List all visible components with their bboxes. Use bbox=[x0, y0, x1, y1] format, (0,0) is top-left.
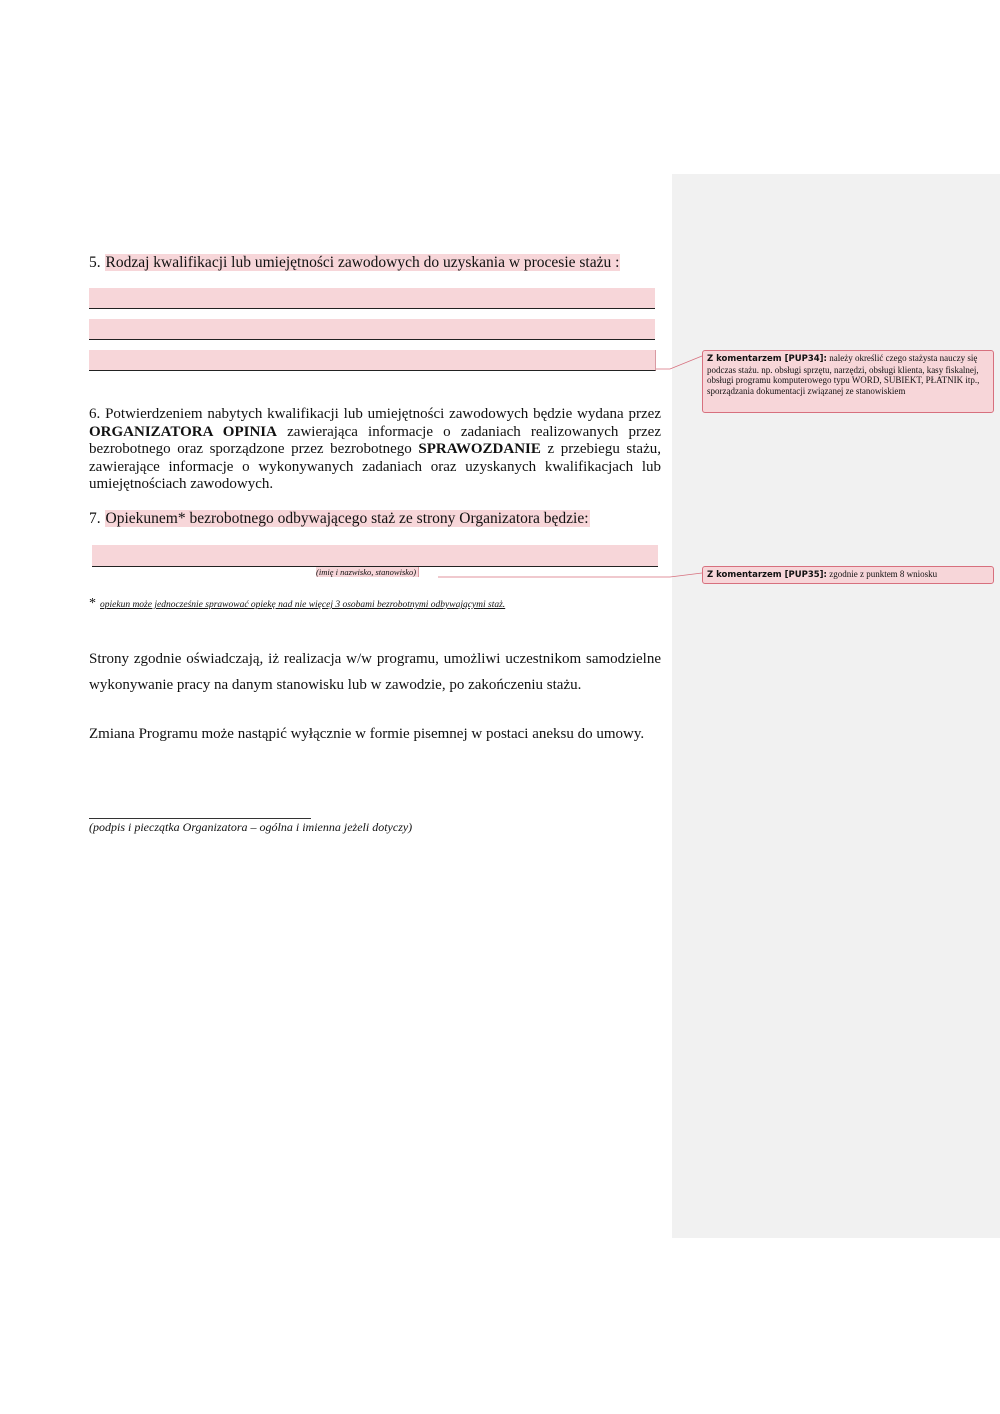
section-6-text-1: 6. Potwierdzeniem nabytych kwalifikacji lub umiejętności zawodowych będzie wydana przez bbox=[89, 406, 661, 422]
section-5-number: 5. bbox=[89, 254, 101, 271]
section-5-text: Rodzaj kwalifikacji lub umiejętności zawodowych do uzyskania w procesie stażu : bbox=[105, 254, 620, 271]
section-6-text-3: z przebiegu stażu, zawierające informacje o wykonywanych zadaniach oraz uzyskanych kwalifikacjach lub umiejętnościach zawodowych. bbox=[89, 441, 661, 493]
program-change-paragraph: Zmiana Programu może nastąpić wyłącznie w formie pisemnej w postaci aneksu do umowy. bbox=[89, 726, 645, 742]
footnote-text: opiekun może jednocześnie sprawować opiekę nad nie więcej 3 osobami bezrobotnymi odbywającymi staż. bbox=[100, 600, 506, 610]
comment-pup34-title: Z komentarzem [PUP34]: bbox=[707, 354, 827, 364]
final-statement-paragraph: Strony zgodnie oświadczają, iż realizacja w/w programu, umożliwi uczestnikom samodzielne wykonywanie pracy na danym stanowisku lub w zawodzie, po zakończeniu stażu. bbox=[89, 651, 661, 693]
comment-pup35[interactable] bbox=[702, 566, 994, 584]
report-bold: SPRAWOZDANIE bbox=[418, 441, 541, 458]
section-6-paragraph bbox=[89, 406, 661, 494]
footnote-star: * bbox=[89, 596, 96, 611]
organizer-opinion-bold: ORGANIZATORA OPINIA bbox=[89, 423, 277, 440]
section-7-text: Opiekunem* bezrobotnego odbywającego staż ze strony Organizatora będzie: bbox=[105, 510, 589, 527]
comment-pup35-title: Z komentarzem [PUP35]: bbox=[707, 570, 827, 580]
supervisor-fill-line[interactable] bbox=[92, 545, 658, 567]
fill-line-1[interactable] bbox=[89, 288, 655, 309]
comment-pup34[interactable] bbox=[702, 350, 994, 413]
signature-caption: (podpis i pieczątka Organizatora – ogólna i imienna jeżeli dotyczy) bbox=[89, 820, 413, 834]
signature-line bbox=[89, 818, 311, 819]
comment-pup35-text: zgodnie z punktem 8 wniosku bbox=[826, 569, 938, 579]
footnote bbox=[89, 596, 505, 612]
fill-line-3[interactable] bbox=[89, 350, 656, 371]
section-5-heading bbox=[89, 254, 620, 272]
fill-line-2[interactable] bbox=[89, 319, 655, 340]
section-6-text-2: zawierająca informacje o zadaniach realizowanych przez bezrobotnego oraz sporządzone przez bezrobotnego bbox=[89, 423, 662, 458]
section-7-number: 7. bbox=[89, 510, 101, 527]
supervisor-caption: (imię i nazwisko, stanowisko) bbox=[316, 567, 419, 577]
comment-pane bbox=[672, 174, 1000, 1238]
comment-pup34-text: należy określić czego stażysta nauczy się podczas stażu. np. obsługi sprzętu, narzędzi, obsługi klienta, kasy fiskalnej, obsługi programu komputerowego typu WORD, SUBIEKT, PŁATNIK itp., sporządzania dokumentacji związanej ze stanowiskiem bbox=[707, 353, 980, 396]
comment-connector-pup35 bbox=[438, 573, 702, 577]
section-7-heading bbox=[89, 510, 590, 528]
